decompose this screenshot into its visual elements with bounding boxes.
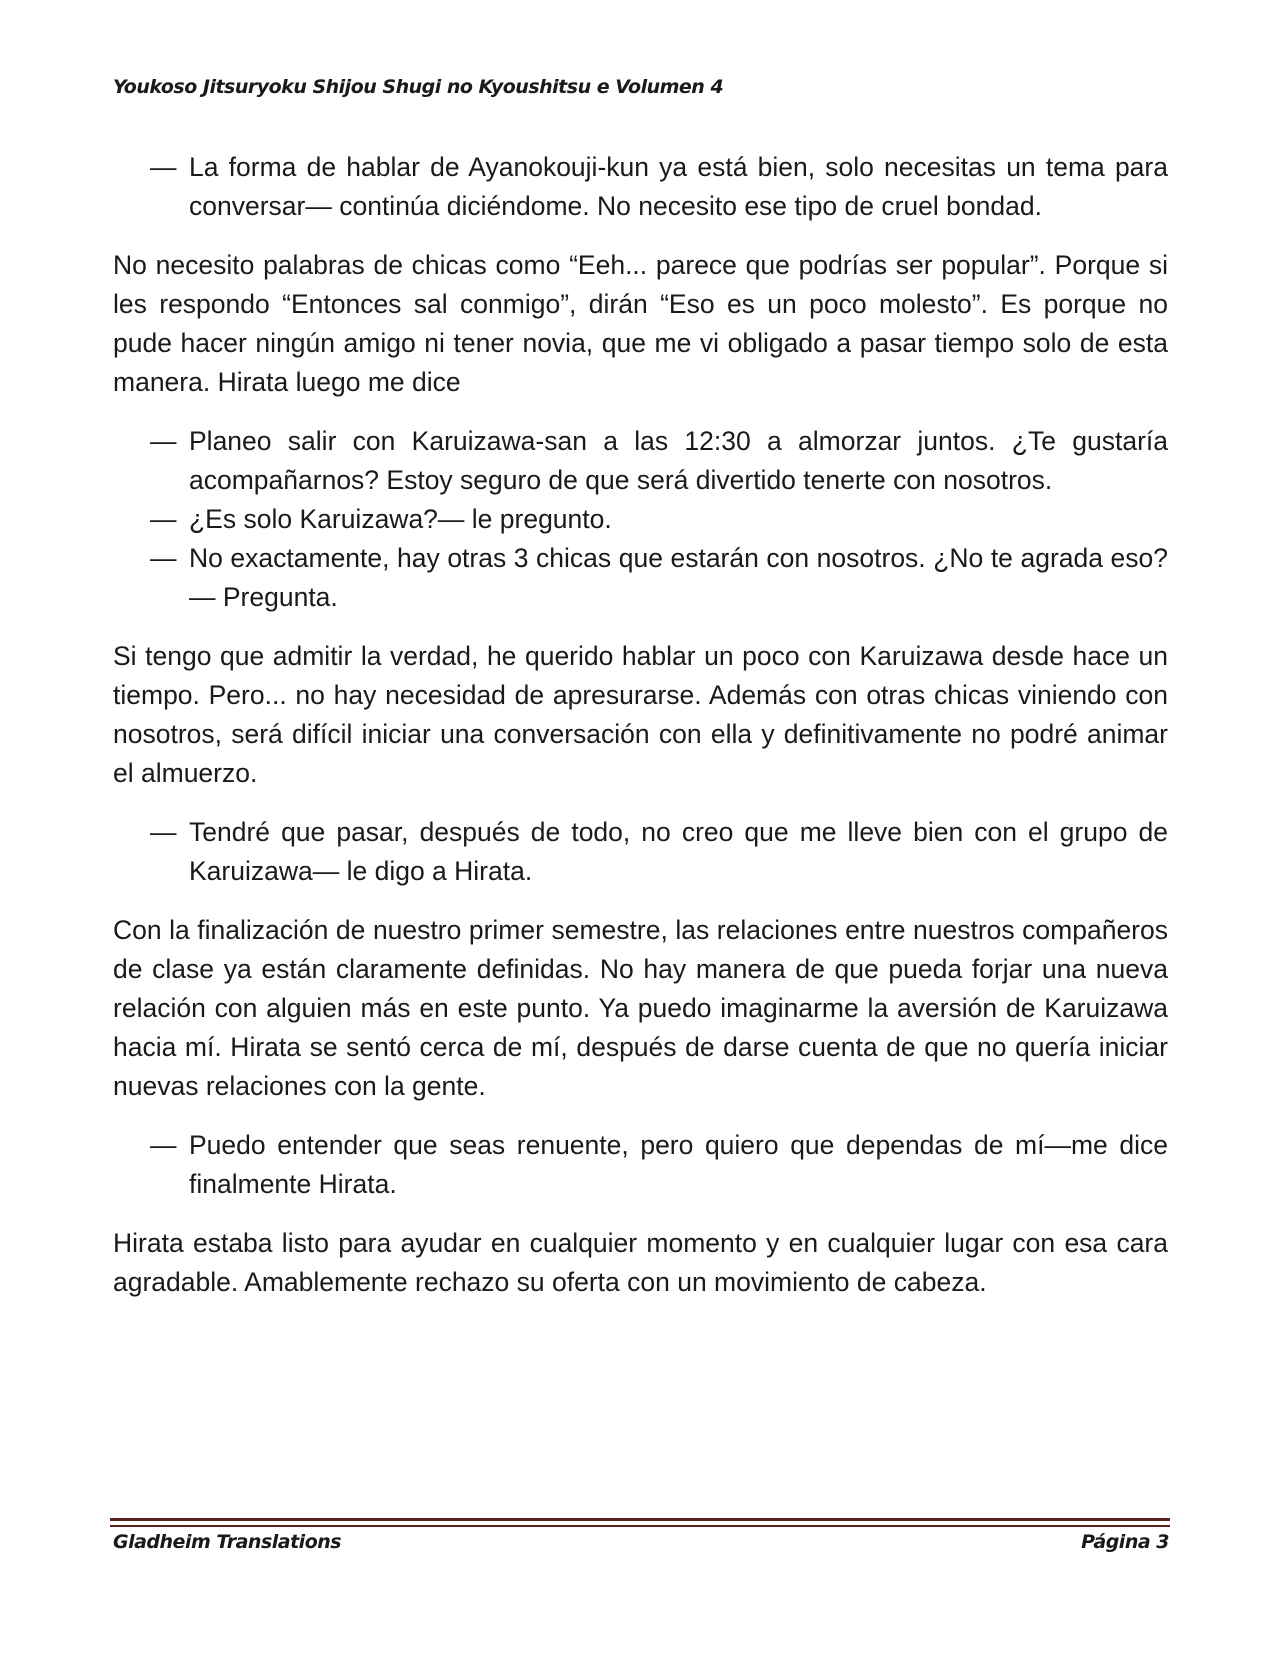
dialogue-dash: — xyxy=(150,504,177,534)
dialogue-group-2 xyxy=(113,422,1168,617)
dialogue-line: — La forma de hablar de Ayanokouji-kun ya está bien, solo necesitas un tema para conversar— continúa diciéndome. No necesito ese tipo de cruel bondad. xyxy=(113,148,1168,226)
dialogue-dash: — xyxy=(150,543,177,573)
paragraph-3: Con la finalización de nuestro primer semestre, las relaciones entre nuestros compañeros de clase ya están claramente definidas. No hay manera de que pueda forjar una nueva relación con alguien más en este punto. Ya puedo imaginarme la aversión de Karuizawa hacia mí. Hirata se sentó cerca de mí, después de darse cuenta de que no quería iniciar nuevas relaciones con la gente. xyxy=(113,915,1168,1101)
body-text xyxy=(113,148,1168,1322)
dialogue-line: — Tendré que pasar, después de todo, no creo que me lleve bien con el grupo de Karuizawa— le digo a Hirata. xyxy=(113,813,1168,891)
dialogue-line: — No exactamente, hay otras 3 chicas que estarán con nosotros. ¿No te agrada eso?— Pregunta. xyxy=(113,539,1168,617)
dialogue-dash: — xyxy=(150,426,177,456)
dialogue-dash: — xyxy=(150,1130,177,1160)
dialogue-dash: — xyxy=(150,817,177,847)
running-header: Youkoso Jitsuryoku Shijou Shugi no Kyoushitsu e Volumen 4 xyxy=(113,76,724,98)
dialogue-line: — ¿Es solo Karuizawa?— le pregunto. xyxy=(113,500,1168,539)
footer-rule-thin xyxy=(110,1525,1170,1527)
page-number: Página 3 xyxy=(1081,1531,1169,1553)
dialogue-group-4 xyxy=(113,1126,1168,1204)
footer-rule xyxy=(110,1518,1170,1521)
dialogue-line: — Planeo salir con Karuizawa-san a las 12:30 a almorzar juntos. ¿Te gustaría acompañarnos? Estoy seguro de que será divertido tenerte con nosotros. xyxy=(113,422,1168,500)
dialogue-group-3 xyxy=(113,813,1168,891)
paragraph-4: Hirata estaba listo para ayudar en cualquier momento y en cualquier lugar con esa cara agradable. Amablemente rechazo su oferta con un movimiento de cabeza. xyxy=(113,1228,1168,1297)
dialogue-line: — Puedo entender que seas renuente, pero quiero que dependas de mí—me dice finalmente Hirata. xyxy=(113,1126,1168,1204)
dialogue-dash: — xyxy=(150,152,177,182)
paragraph-1: No necesito palabras de chicas como “Eeh... parece que podrías ser popular”. Porque si les respondo “Entonces sal conmigo”, dirán “Eso es un poco molesto”. Es porque no pude hacer ningún amigo ni tener novia, que me vi obligado a pasar tiempo solo de esta manera. Hirata luego me dice xyxy=(113,250,1168,397)
footer-publisher: Gladheim Translations xyxy=(113,1531,342,1553)
dialogue-group-1 xyxy=(113,148,1168,226)
paragraph-2: Si tengo que admitir la verdad, he querido hablar un poco con Karuizawa desde hace un tiempo. Pero... no hay necesidad de apresurarse. Además con otras chicas viniendo con nosotros, será difícil iniciar una conversación con ella y definitivamente no podré animar el almuerzo. xyxy=(113,641,1168,788)
